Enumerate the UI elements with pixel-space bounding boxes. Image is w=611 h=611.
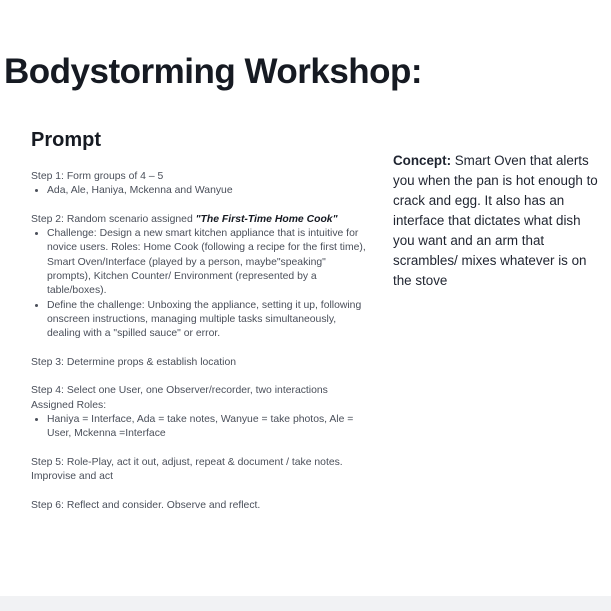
step-4-subheading: Assigned Roles: — [31, 399, 107, 411]
step-2-heading — [31, 213, 369, 227]
step-1-bullets — [31, 184, 369, 198]
step-4-bullets — [31, 413, 369, 442]
step-2 — [31, 213, 369, 342]
step-6-heading: Step 6: Reflect and consider. Observe and reflect. — [31, 499, 261, 511]
bottom-bar — [0, 596, 611, 611]
step-5-subheading: Improvise and act — [31, 471, 114, 483]
prompt-heading: Prompt — [31, 129, 101, 151]
step-3-heading: Step 3: Determine props & establish location — [31, 356, 237, 368]
concept-text: Smart Oven that alerts you when the pan is hot enough to crack and egg. It also has an interface that dictates what dish you want and an arm that scrambles/ mixes whatever is on the stove — [393, 153, 598, 288]
page-title: Bodystorming Workshop: — [4, 52, 423, 91]
step-6 — [31, 499, 369, 513]
step-1 — [31, 170, 369, 199]
challenge-bullet: • Challenge: Design a new smart kitchen appliance that is intuitive for novice users. Roles: Home Cook (following a recipe for the first time), Smart Oven/Interface (played by a person, maybe"speaking" prompts), Kitchen Counter/ Environment (represented by a table/boxes). — [47, 227, 369, 298]
step-2-heading-prefix: Step 2: Random scenario assigned — [31, 213, 196, 225]
step-4-heading: Step 4: Select one User, one Observer/recorder, two interactions — [31, 385, 328, 397]
steps-list — [31, 170, 369, 527]
step-5-heading: Step 5: Role-Play, act it out, adjust, repeat & document / take notes. — [31, 456, 343, 468]
step-4 — [31, 384, 369, 441]
concept-label: Concept: — [393, 153, 452, 168]
roles-bullet: • Haniya = Interface, Ada = take notes, Wanyue = take photos, Ale = User, Mckenna =Interface — [47, 413, 369, 442]
concept-note — [393, 151, 599, 291]
define-challenge-bullet: • Define the challenge: Unboxing the appliance, setting it up, following onscreen instructions, managing multiple tasks simultaneously, dealing with a "spilled sauce" or error. — [47, 299, 369, 342]
step-1-bullet: • Ada, Ale, Haniya, Mckenna and Wanyue — [47, 184, 369, 198]
step-3 — [31, 356, 369, 370]
step-5 — [31, 456, 369, 485]
scenario-name: "The First-Time Home Cook" — [195, 213, 338, 225]
step-2-bullets — [31, 227, 369, 341]
step-1-heading: Step 1: Form groups of 4 – 5 — [31, 171, 164, 182]
